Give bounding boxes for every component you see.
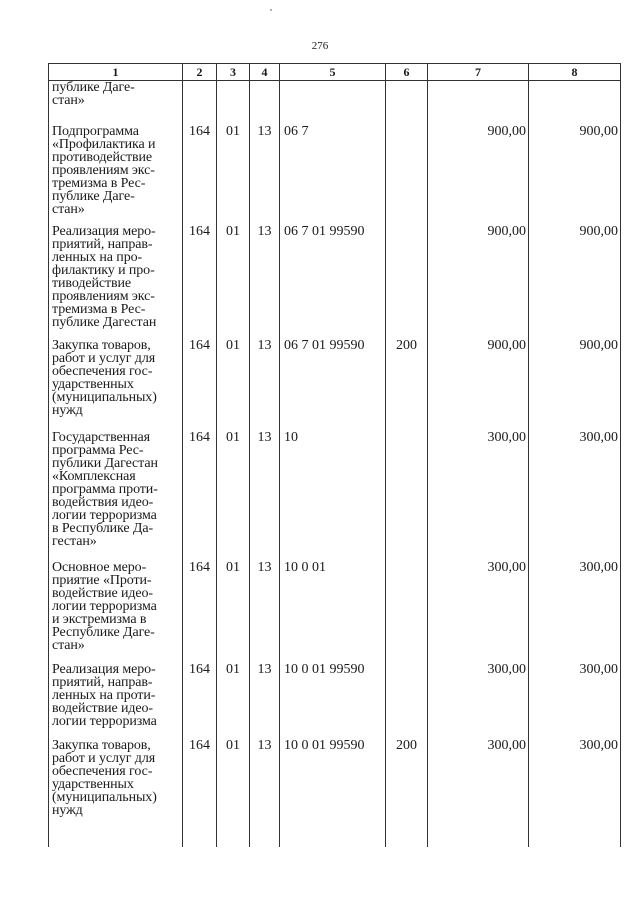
- cell-section-code: 01: [217, 339, 250, 431]
- cell-amount-2: 300,00: [529, 561, 621, 663]
- cell-ministry-code: [183, 81, 217, 125]
- cell-expense-type: [386, 561, 428, 663]
- cell-amount-1: 900,00: [428, 225, 529, 339]
- cell-amount-2: 900,00: [529, 125, 621, 225]
- cell-amount-2: 900,00: [529, 225, 621, 339]
- row-name: Реализация меро- приятий, направ- ленных на проти- водействие идео- логии терроризма: [49, 663, 183, 739]
- column-header-1: 1: [49, 64, 183, 81]
- row-name: Государственная программа Рес- публики Дагестан «Комплексная программа проти- водействия идео- логии терроризма в Республике Да- гестан»: [49, 431, 183, 561]
- row-name: Подпрограмма «Профилактика и противодействие проявлениям экс- тремизма в Рес- публике Даге- стан»: [49, 125, 183, 225]
- cell-subsection-code: [250, 81, 280, 125]
- table-row: [49, 739, 621, 847]
- column-header-2: 2: [183, 64, 217, 81]
- cell-expense-type: 200: [386, 739, 428, 847]
- cell-subsection-code: 13: [250, 431, 280, 561]
- cell-expense-type: [386, 663, 428, 739]
- cell-target-code: [280, 81, 386, 125]
- cell-amount-1: 300,00: [428, 663, 529, 739]
- cell-amount-1: [428, 81, 529, 125]
- cell-expense-type: [386, 125, 428, 225]
- cell-subsection-code: 13: [250, 125, 280, 225]
- cell-amount-2: 900,00: [529, 339, 621, 431]
- cell-target-code: 10 0 01 99590: [280, 739, 386, 847]
- cell-ministry-code: 164: [183, 125, 217, 225]
- table-row: [49, 431, 621, 561]
- row-name: Реализация меро- приятий, направ- ленных на про- филактику и про- тиводействие проявлениям экс- тремизма в Рес- публике Дагестан: [49, 225, 183, 339]
- cell-subsection-code: 13: [250, 561, 280, 663]
- cell-section-code: 01: [217, 739, 250, 847]
- cell-section-code: 01: [217, 431, 250, 561]
- cell-section-code: 01: [217, 561, 250, 663]
- cell-subsection-code: 13: [250, 339, 280, 431]
- row-name: Закупка товаров, работ и услуг для обеспечения гос- ударственных (муниципальных) нужд: [49, 339, 183, 431]
- table-header-row: [49, 64, 621, 81]
- cell-amount-2: 300,00: [529, 663, 621, 739]
- cell-ministry-code: 164: [183, 663, 217, 739]
- cell-expense-type: [386, 431, 428, 561]
- cell-section-code: 01: [217, 663, 250, 739]
- cell-target-code: 06 7 01 99590: [280, 339, 386, 431]
- cell-amount-1: 900,00: [428, 125, 529, 225]
- cell-subsection-code: 13: [250, 225, 280, 339]
- column-header-4: 4: [250, 64, 280, 81]
- column-header-5: 5: [280, 64, 386, 81]
- cell-ministry-code: 164: [183, 431, 217, 561]
- cell-amount-2: 300,00: [529, 739, 621, 847]
- column-header-6: 6: [386, 64, 428, 81]
- table-row: [49, 81, 621, 125]
- row-name: публике Даге- стан»: [49, 81, 183, 125]
- cell-target-code: 06 7 01 99590: [280, 225, 386, 339]
- cell-target-code: 06 7: [280, 125, 386, 225]
- cell-amount-2: [529, 81, 621, 125]
- table-row: [49, 339, 621, 431]
- cell-target-code: 10 0 01 99590: [280, 663, 386, 739]
- column-header-8: 8: [529, 64, 621, 81]
- cell-expense-type: [386, 81, 428, 125]
- page-number: 276: [311, 40, 329, 52]
- cell-expense-type: [386, 225, 428, 339]
- cell-amount-1: 300,00: [428, 739, 529, 847]
- column-header-7: 7: [428, 64, 529, 81]
- cell-ministry-code: 164: [183, 225, 217, 339]
- cell-section-code: [217, 81, 250, 125]
- table-row: [49, 561, 621, 663]
- cell-expense-type: 200: [386, 339, 428, 431]
- cell-target-code: 10: [280, 431, 386, 561]
- row-name: Основное меро- приятие «Проти- водействие идео- логии терроризма и экстремизма в Республике Даге- стан»: [49, 561, 183, 663]
- row-name: Закупка товаров, работ и услуг для обеспечения гос- ударственных (муниципальных) нужд: [49, 739, 183, 847]
- cell-amount-2: 300,00: [529, 431, 621, 561]
- cell-subsection-code: 13: [250, 663, 280, 739]
- cell-amount-1: 300,00: [428, 561, 529, 663]
- table-row: [49, 663, 621, 739]
- cell-amount-1: 300,00: [428, 431, 529, 561]
- cell-section-code: 01: [217, 225, 250, 339]
- table-row: [49, 225, 621, 339]
- cell-amount-1: 900,00: [428, 339, 529, 431]
- scan-speck: [270, 9, 272, 11]
- cell-ministry-code: 164: [183, 739, 217, 847]
- column-header-3: 3: [217, 64, 250, 81]
- budget-table: [48, 63, 621, 847]
- cell-ministry-code: 164: [183, 339, 217, 431]
- cell-ministry-code: 164: [183, 561, 217, 663]
- cell-subsection-code: 13: [250, 739, 280, 847]
- cell-section-code: 01: [217, 125, 250, 225]
- cell-target-code: 10 0 01: [280, 561, 386, 663]
- table-row: [49, 125, 621, 225]
